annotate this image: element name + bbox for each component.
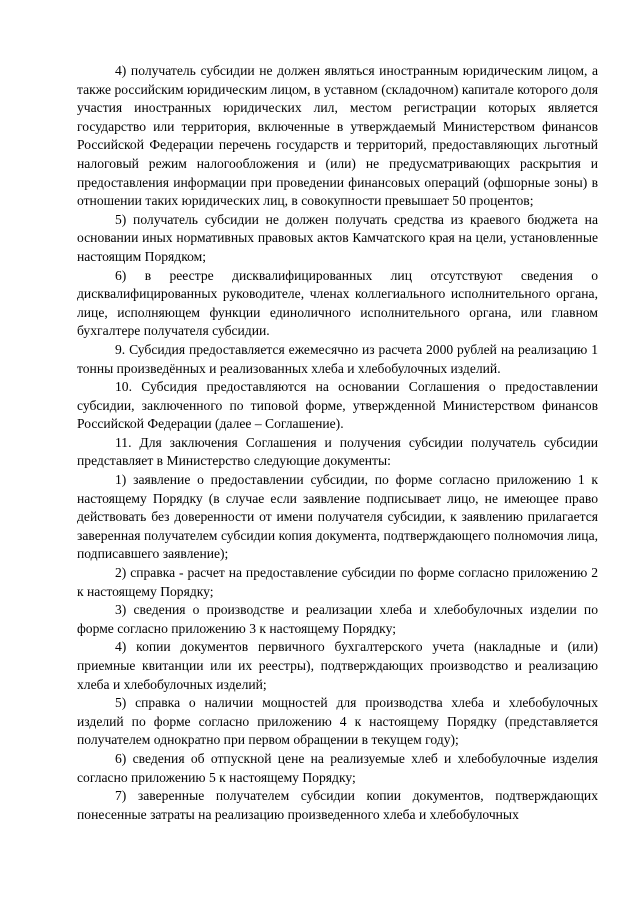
paragraph-clause-10: 10. Субсидия предоставляются на основании Соглашения о предоставлении субсидии, заключенного по типовой форме, утвержденной Министерством финансов Российской Федерации (далее – Соглашение). [77, 379, 598, 432]
paragraph-doc-2: 2) справка - расчет на предоставление субсидии по форме согласно приложению 2 к настоящему Порядку; [77, 565, 598, 599]
paragraph-doc-1: 1) заявление о предоставлении субсидии, по форме согласно приложению 1 к настоящему Порядку (в случае если заявление подписывает лицо, не имеющее право действовать без доверенности от имени получателя субсидии, к заявлению прилагается заверенная получателем субсидии копия документа, подтверждающего полномочия лица, подписавшего заявление); [77, 472, 598, 562]
paragraph-item-5: 5) получатель субсидии не должен получать средства из краевого бюджета на основании иных нормативных правовых актов Камчатского края на цели, установленные настоящим Порядком; [77, 211, 598, 264]
paragraph-clause-9: 9. Субсидия предоставляется ежемесячно из расчета 2000 рублей на реализацию 1 тонны произведённых и реализованных хлеба и хлебобулочных изделий. [77, 341, 598, 376]
paragraph-item-6: 6) в реестре дисквалифицированных лиц отсутствуют сведения о дисквалифицированных руководителе, членах коллегиального исполнительного органа, лице, исполняющем функции единоличного исполнительного органа, или главном бухгалтере получателя субсидии. [77, 267, 598, 339]
paragraph-clause-11: 11. Для заключения Соглашения и получения субсидии получатель субсидии представляет в Министерство следующие документы: [77, 434, 598, 469]
paragraph-item-4: 4) получатель субсидии не должен являться иностранным юридическим лицом, а также российским юридическим лицом, в уставном (складочном) капитале которого доля участия иностранных юридических лил, местом регистрации которых является государство или территория, включенные в утверждаемый Министерством финансов Российской Федерации перечень государств и территорий, предоставляющих льготный налоговый режим налогообложения и (или) не предусматривающих раскрытия и предоставления информации при проведении финансовых операций (офшорные зоны) в отношении таких юридических лиц, в совокупности превышает 50 процентов; [77, 63, 598, 209]
paragraph-doc-7: 7) заверенные получателем субсидии копии документов, подтверждающих понесенные затраты на реализацию произведенного хлеба и хлебобулочных [77, 788, 598, 822]
paragraph-doc-5: 5) справка о наличии мощностей для производства хлеба и хлебобулочных изделий по форме согласно приложению 4 к настоящему Порядку (представляется получателем однократно при первом обращении в текущем году); [77, 695, 598, 748]
paragraph-doc-3: 3) сведения о производстве и реализации хлеба и хлебобулочных изделии по форме согласно приложению 3 к настоящему Порядку; [77, 602, 598, 636]
paragraph-doc-4: 4) копии документов первичного бухгалтерского учета (накладные и (или) приемные квитанции или их реестры), подтверждающих производство и реализацию хлеба и хлебобулочных изделий; [77, 639, 598, 692]
paragraph-doc-6: 6) сведения об отпускной цене на реализуемые хлеб и хлебобулочные изделия согласно приложению 5 к настоящему Порядку; [77, 750, 598, 785]
